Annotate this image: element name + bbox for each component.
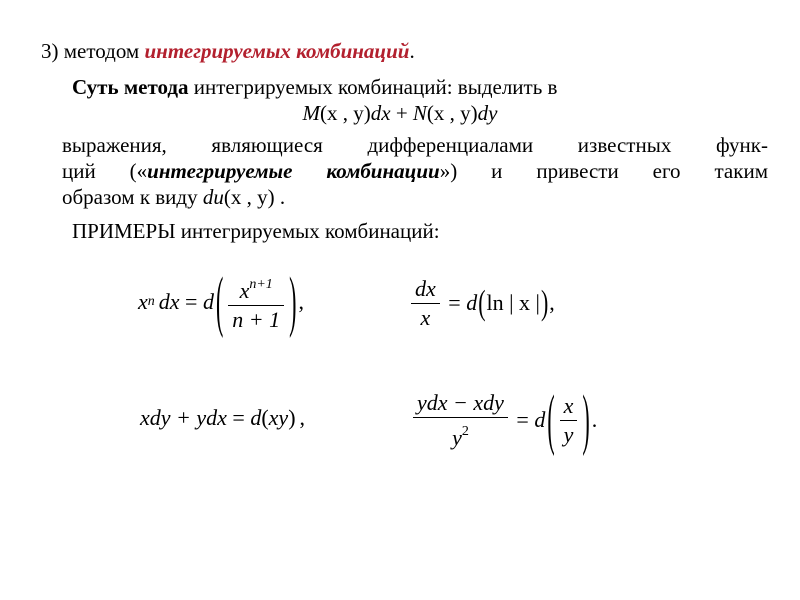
formula-product (140, 398, 305, 438)
f4-den-y: y (452, 424, 462, 450)
examples-title: ПРИМЕРЫ интегрируемых комбинаций: (72, 219, 440, 243)
para2-line3-a: образом к виду (62, 185, 203, 209)
f2-lparen: ( (478, 282, 486, 323)
method-essence-bold: Суть метода (72, 75, 189, 99)
f1-num-exp: n+1 (249, 276, 273, 292)
f2-d: d (466, 290, 478, 315)
para2-line3 (62, 184, 285, 210)
heading (41, 38, 415, 64)
f4-tail: . (591, 407, 598, 432)
para2-line2-b: ») и привести его таким (439, 159, 768, 183)
form-plus: + (390, 101, 413, 125)
heading-accent: интегрируемых комбинаций (144, 39, 410, 63)
f3-rparen: ) (288, 405, 296, 430)
du-symbol: du (202, 185, 224, 209)
form-N: N (412, 101, 427, 125)
f4-rparen: ) (582, 379, 590, 458)
para2-line2 (62, 158, 768, 184)
method-essence (72, 74, 557, 100)
f2-tail: , (549, 290, 555, 315)
du-args: (x , y) (223, 185, 275, 209)
f1-x: x (138, 289, 148, 314)
f2-inner: ln | x | (486, 290, 540, 315)
form-args2: (x , y) (426, 101, 478, 125)
f3-inner: xy (268, 405, 289, 430)
f1-fraction (228, 271, 284, 334)
differential-form (0, 100, 800, 126)
f3-tail: , (299, 405, 306, 430)
f1-dx: dx (158, 289, 180, 314)
f1-num-x: x (239, 277, 250, 303)
method-essence-text: интегрируемых комбинаций: выделить в (188, 75, 558, 99)
f2-eq: = (442, 290, 467, 315)
heading-suffix: . (409, 39, 415, 63)
formula-log (408, 268, 555, 338)
f1-n: n (147, 294, 155, 309)
f1-tail: , (298, 289, 304, 314)
para2-line1-text: выражения, являющиеся дифференциалами известных функ- (62, 133, 768, 157)
form-dx: dx (370, 101, 391, 125)
f1-rparen: ) (289, 261, 297, 340)
f2-rparen: ) (540, 282, 549, 323)
f1-denominator: n + 1 (232, 306, 281, 332)
formula-quotient (410, 380, 597, 460)
f3-eq: = (226, 405, 251, 430)
f4-inner-den: y (563, 421, 574, 447)
f1-lparen: ( (215, 261, 224, 340)
para2-line3-end: . (274, 185, 286, 209)
integrable-combinations-term: интегрируемые комбинации (147, 159, 440, 183)
f4-denominator (448, 418, 473, 452)
para2-line2-a: ций (« (62, 159, 148, 183)
f4-lparen: ( (547, 379, 555, 458)
f4-inner-fraction (560, 392, 578, 449)
f2-denominator: x (420, 304, 431, 330)
f4-den-exp: 2 (461, 423, 469, 439)
f2-fraction (411, 275, 440, 332)
heading-prefix: 3) методом (41, 39, 145, 63)
form-dy: dy (477, 101, 498, 125)
f4-inner-num: x (563, 392, 574, 418)
formula-power (138, 262, 304, 342)
form-M: M (302, 101, 320, 125)
f2-numerator: dx (415, 275, 436, 301)
form-args1: (x , y) (319, 101, 371, 125)
f3-lhs: xdy + ydx (140, 405, 227, 430)
f4-numerator: ydx − xdy (417, 389, 504, 415)
f1-eq: = (179, 289, 203, 314)
f1-numerator (236, 271, 277, 305)
f4-fraction (413, 389, 508, 452)
f3-lparen: ( (261, 405, 269, 430)
f4-d: d (534, 407, 546, 432)
para2-line1 (62, 132, 768, 158)
f1-d: d (202, 289, 214, 314)
f4-eq: = (510, 407, 535, 432)
f3-d: d (250, 405, 262, 430)
